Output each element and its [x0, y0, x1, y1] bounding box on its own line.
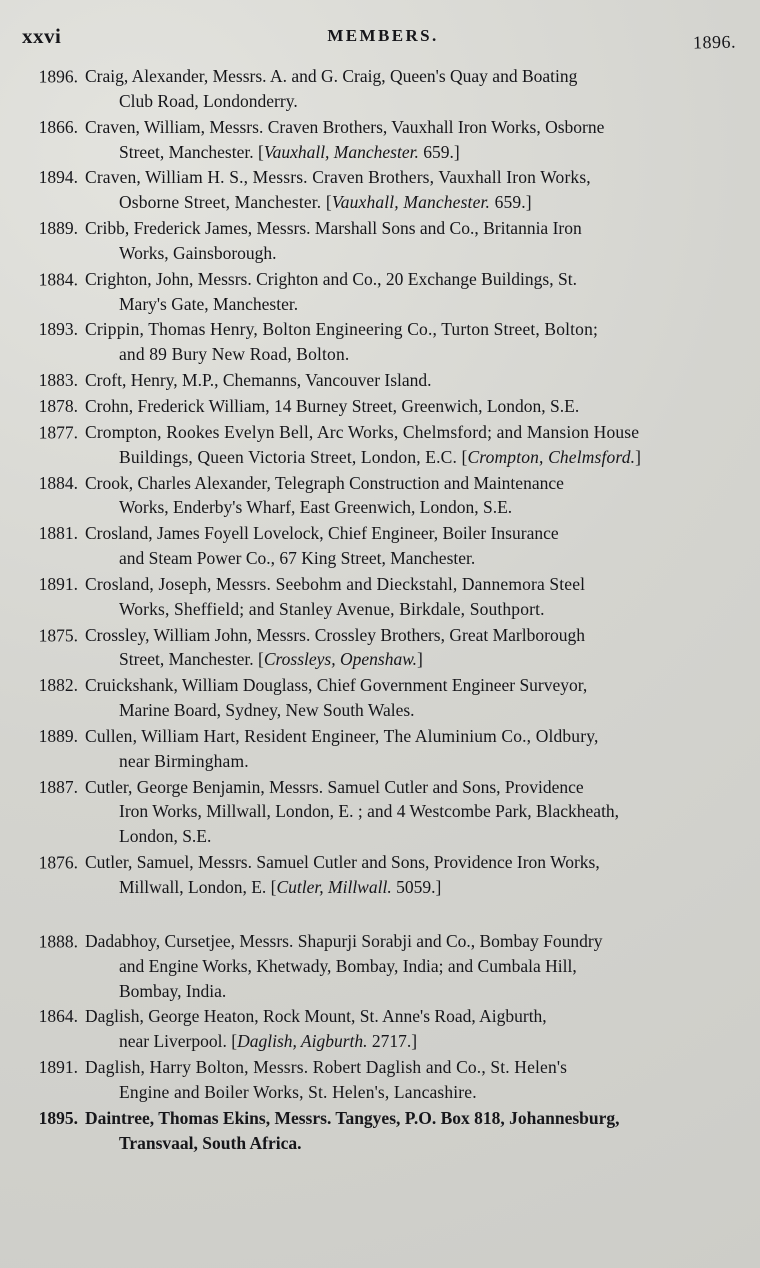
- member-entry: [22, 1055, 738, 1105]
- entry-year: 1896.: [38, 66, 78, 87]
- entry-line: Crighton, John, Messrs. Crighton and Co., 20 Exchange Buildings, St.: [85, 268, 577, 289]
- entry-line: Club Road, Londonderry.: [119, 90, 298, 111]
- entry-line: Crompton, Rookes Evelyn Bell, Arc Works, Chelmsford; and Mansion House: [85, 421, 640, 442]
- member-entry: [22, 724, 738, 774]
- member-entry: [22, 216, 738, 266]
- entry-text: [85, 267, 738, 317]
- member-entry: [22, 572, 738, 622]
- entry-line: Works, Sheffield; and Stanley Avenue, Birkdale, Southport.: [119, 598, 545, 619]
- member-entry: [22, 1106, 738, 1156]
- entry-text: [85, 521, 738, 571]
- entry-year: 1889.: [38, 218, 78, 239]
- member-entry: [22, 623, 738, 673]
- entry-line: London, S.E.: [119, 826, 212, 847]
- telegraphic-address: Cutler, Millwall.: [276, 877, 392, 897]
- folio-right-year: 1896.: [692, 31, 737, 53]
- member-entries-list-d: [22, 929, 738, 1156]
- entry-text: [85, 165, 738, 215]
- entry-line: Cribb, Frederick James, Messrs. Marshall Sons and Co., Britannia Iron: [85, 218, 582, 239]
- entry-text: [85, 572, 738, 622]
- entry-line: Buildings, Queen Victoria Street, London, E.C. [Crompton, Chelmsford.]: [119, 446, 642, 467]
- entry-line: Crohn, Frederick William, 14 Burney Street, Greenwich, London, S.E.: [85, 395, 580, 416]
- page-title: MEMBERS.: [327, 26, 439, 45]
- entry-text: [85, 1004, 738, 1054]
- entry-text: [85, 394, 738, 419]
- telegraphic-address: Daglish, Aigburth.: [237, 1031, 368, 1052]
- entry-text: [85, 1055, 738, 1105]
- entry-text: [85, 317, 738, 367]
- entry-year: 1895.: [38, 1107, 78, 1128]
- entry-year: 1881.: [38, 523, 78, 544]
- member-entry: [22, 115, 738, 165]
- entry-line: Crossley, William John, Messrs. Crossley Brothers, Great Marlborough: [85, 624, 585, 645]
- entry-line: Daintree, Thomas Ekins, Messrs. Tangyes, P.O. Box 818, Johannesburg,: [85, 1107, 620, 1128]
- entry-line: Craven, William H. S., Messrs. Craven Brothers, Vauxhall Iron Works,: [85, 167, 591, 188]
- entry-line: and Engine Works, Khetwady, Bombay, India; and Cumbala Hill,: [119, 955, 577, 976]
- entry-year: 1883.: [38, 370, 78, 391]
- entry-line: Street, Manchester. [Crossleys, Openshaw.]: [119, 649, 423, 670]
- entry-line: Crippin, Thomas Henry, Bolton Engineering Co., Turton Street, Bolton;: [85, 319, 598, 340]
- entry-text: [85, 673, 738, 723]
- entry-line: Marine Board, Sydney, New South Wales.: [119, 700, 415, 721]
- entry-text: [85, 216, 738, 266]
- member-entry: [22, 1004, 738, 1054]
- entry-line: Dadabhoy, Cursetjee, Messrs. Shapurji Sorabji and Co., Bombay Foundry: [85, 930, 603, 951]
- entry-line: Cullen, William Hart, Resident Engineer, The Aluminium Co., Oldbury,: [85, 725, 599, 746]
- entry-year: 1887.: [38, 776, 78, 797]
- entry-year: 1864.: [38, 1006, 78, 1027]
- entry-year: 1876.: [38, 852, 78, 873]
- entry-line: Engine and Boiler Works, St. Helen's, Lancashire.: [119, 1081, 477, 1102]
- entry-year: 1888.: [38, 931, 78, 952]
- entry-text: [85, 724, 738, 774]
- entry-line: and 89 Bury New Road, Bolton.: [119, 344, 350, 365]
- entry-text: [85, 623, 738, 673]
- entry-year: 1877.: [38, 422, 78, 443]
- entry-text: [85, 64, 738, 114]
- member-entry: [22, 267, 738, 317]
- entry-line: Street, Manchester. [Vauxhall, Manchester. 659.]: [119, 141, 460, 162]
- member-entry: [22, 317, 738, 367]
- entry-year: 1889.: [38, 725, 78, 746]
- entry-year: 1891.: [38, 1057, 78, 1078]
- telegraphic-address: Crossleys, Openshaw.: [263, 649, 417, 670]
- entry-year: 1878.: [38, 395, 78, 416]
- entry-line: Craven, William, Messrs. Craven Brothers, Vauxhall Iron Works, Osborne: [85, 116, 605, 137]
- member-entry: [22, 165, 738, 215]
- entry-line: Cutler, Samuel, Messrs. Samuel Cutler and Sons, Providence Iron Works,: [85, 852, 600, 873]
- entry-line: Cruickshank, William Douglass, Chief Government Engineer Surveyor,: [85, 675, 588, 696]
- telegraphic-address: Vauxhall, Manchester.: [331, 192, 491, 213]
- entry-text: [85, 115, 738, 165]
- member-entry: [22, 420, 738, 470]
- member-entry: [22, 394, 738, 419]
- entry-line: Crook, Charles Alexander, Telegraph Construction and Maintenance: [85, 472, 564, 493]
- entry-year: 1891.: [38, 573, 78, 594]
- entry-line: Bombay, India.: [119, 980, 227, 1001]
- member-entry: [22, 673, 738, 723]
- telegraphic-address: Vauxhall, Manchester.: [263, 141, 419, 162]
- entry-line: Mary's Gate, Manchester.: [119, 293, 299, 314]
- member-entry: [22, 775, 738, 850]
- entry-text: [85, 775, 738, 850]
- entry-text: [85, 929, 738, 1004]
- entry-line: Daglish, Harry Bolton, Messrs. Robert Daglish and Co., St. Helen's: [85, 1057, 568, 1078]
- entry-line: Cutler, George Benjamin, Messrs. Samuel Cutler and Sons, Providence: [85, 776, 584, 797]
- member-entry: [22, 521, 738, 571]
- member-entry: [22, 64, 738, 114]
- entry-year: 1894.: [38, 167, 78, 188]
- entry-line: Crosland, James Foyell Lovelock, Chief Engineer, Boiler Insurance: [85, 523, 559, 544]
- entry-year: 1882.: [38, 675, 78, 696]
- entry-text: [85, 850, 738, 900]
- entry-line: Daglish, George Heaton, Rock Mount, St. Anne's Road, Aigburth,: [85, 1006, 547, 1027]
- entry-line: Transvaal, South Africa.: [119, 1132, 302, 1153]
- entry-year: 1866.: [38, 116, 78, 137]
- member-entry: [22, 471, 738, 521]
- section-gap: [22, 901, 738, 923]
- member-entry: [22, 929, 738, 1004]
- entry-year: 1875.: [38, 624, 78, 645]
- entry-line: Croft, Henry, M.P., Chemanns, Vancouver Island.: [85, 370, 432, 391]
- entry-line: Works, Gainsborough.: [119, 242, 277, 263]
- entry-line: Crosland, Joseph, Messrs. Seebohm and Dieckstahl, Dannemora Steel: [85, 573, 586, 594]
- member-entry: [22, 850, 738, 900]
- member-entries-list: [22, 64, 738, 900]
- entry-line: and Steam Power Co., 67 King Street, Manchester.: [119, 548, 476, 569]
- entry-line: near Liverpool. [Daglish, Aigburth. 2717.]: [119, 1031, 418, 1052]
- entry-year: 1884.: [38, 472, 78, 493]
- member-entry: [22, 368, 738, 393]
- entry-text: [85, 471, 738, 521]
- entry-year: 1893.: [38, 319, 78, 340]
- entry-text: [85, 420, 738, 470]
- entry-text: [85, 368, 738, 393]
- entry-line: Works, Enderby's Wharf, East Greenwich, London, S.E.: [119, 497, 513, 518]
- entry-line: Osborne Street, Manchester. [Vauxhall, Manchester. 659.]: [119, 192, 532, 213]
- entry-text: [85, 1106, 738, 1156]
- running-head: [22, 18, 738, 58]
- entry-year: 1884.: [38, 269, 78, 290]
- entry-line: Craig, Alexander, Messrs. A. and G. Craig, Queen's Quay and Boating: [85, 66, 578, 86]
- telegraphic-address: Crompton, Chelmsford.: [467, 446, 636, 467]
- folio-left: xxvi: [22, 24, 62, 48]
- entry-line: Iron Works, Millwall, London, E. ; and 4 Westcombe Park, Blackheath,: [119, 801, 620, 822]
- entry-line: Millwall, London, E. [Cutler, Millwall. 5059.]: [119, 877, 442, 897]
- entry-line: near Birmingham.: [119, 750, 249, 771]
